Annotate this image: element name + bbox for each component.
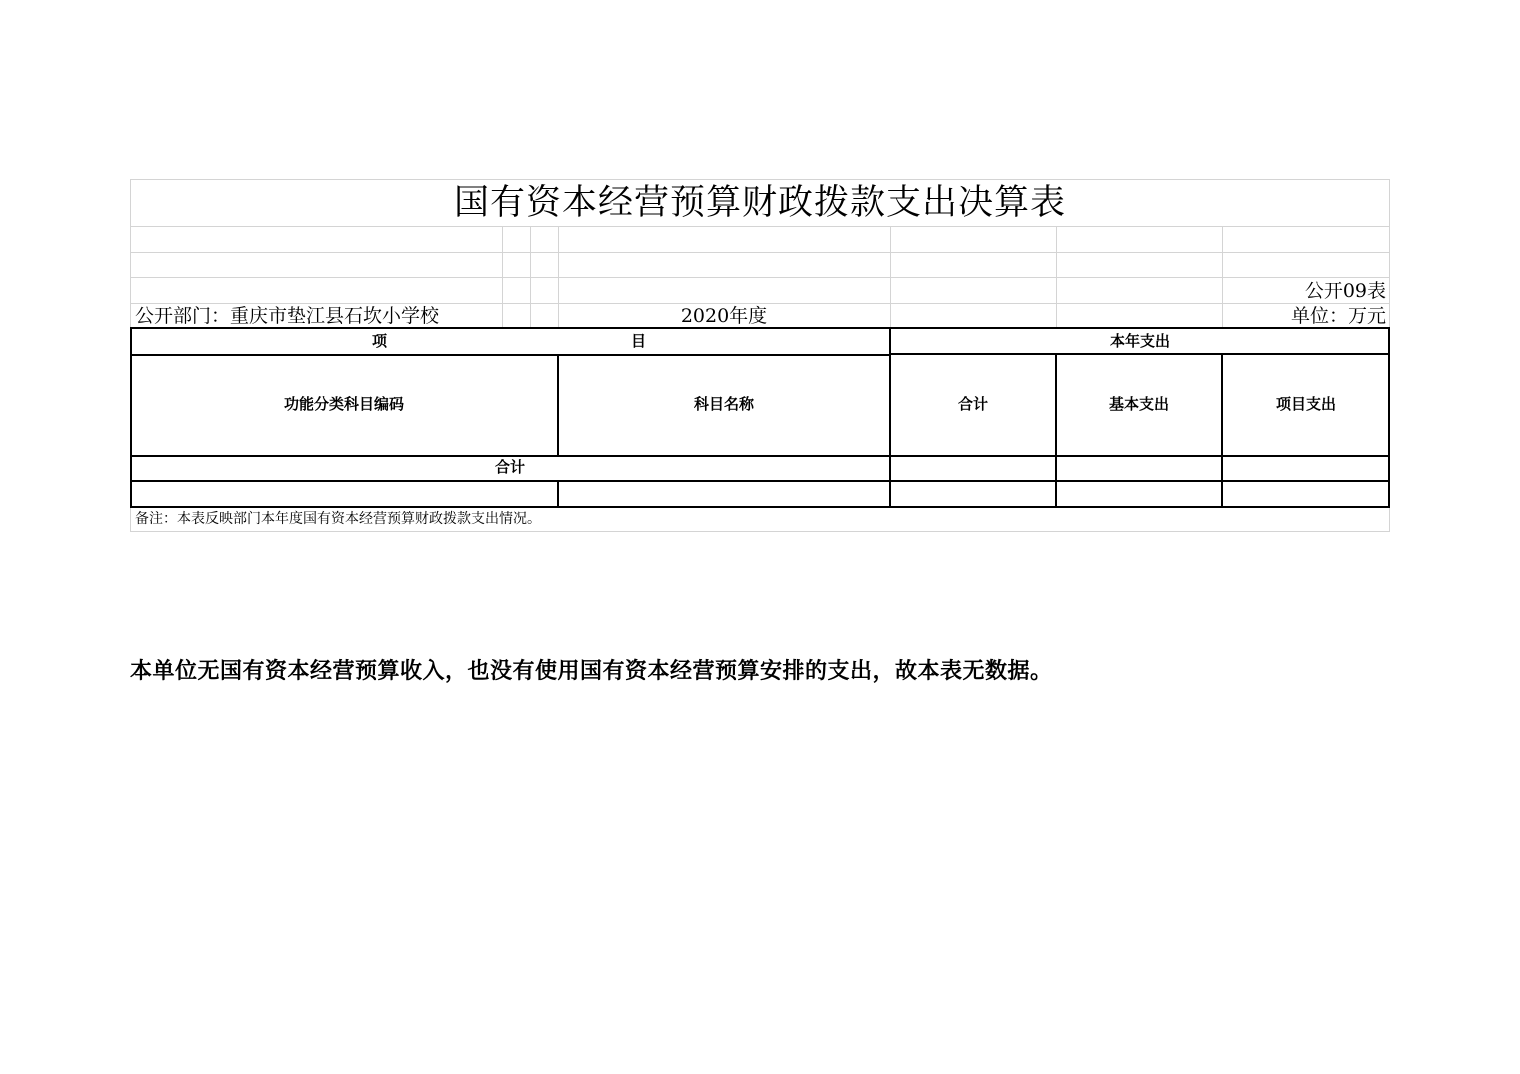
table-border [1388,327,1390,508]
grid-line [130,277,1390,278]
table-note: 备注：本表反映部门本年度国有资本经营预算财政拨款支出情况。 [135,511,541,527]
table-border [1221,353,1223,508]
table-border [1055,353,1057,508]
grid-line [502,226,503,328]
table-border [890,353,1390,355]
grid-line [130,226,1390,227]
header-current-year-expense: 本年支出 [1109,332,1170,350]
no-data-statement: 本单位无国有资本经营预算收入，也没有使用国有资本经营预算安排的支出，故本表无数据。 [130,658,1053,684]
header-name-column: 科目名称 [693,395,754,413]
table-border [130,506,1390,508]
grid-line [130,179,1390,180]
table-border [130,455,1390,457]
unit-label: 单位：万元 [1290,305,1386,327]
fiscal-year: 2020年度 [680,305,768,327]
table-border [130,327,1390,329]
table-code: 公开09表 [1304,280,1386,302]
header-code-column: 功能分类科目编码 [283,395,404,413]
table-border [130,354,890,356]
header-project-column: 项目支出 [1275,395,1336,413]
grid-line [1222,226,1223,328]
table-border [130,327,132,508]
grid-line [1056,226,1057,328]
department-label: 公开部门：重庆市垫江县石坎小学校 [135,305,440,327]
sheet-title: 国有资本经营预算财政拨款支出决算表 [453,183,1066,223]
header-total-column: 合计 [957,395,988,413]
grid-line [130,303,1390,304]
table-border [557,480,559,508]
header-basic-column: 基本支出 [1108,395,1169,413]
grid-line [530,226,531,328]
budget-expenditure-sheet [130,179,1390,532]
table-border [889,327,891,508]
header-item-left: 项 [372,332,388,350]
grid-line [130,252,1390,253]
table-border [130,480,1390,482]
header-item-right: 目 [631,332,647,350]
total-row-label: 合计 [494,458,525,476]
grid-line [130,531,1390,532]
grid-line [890,226,891,328]
